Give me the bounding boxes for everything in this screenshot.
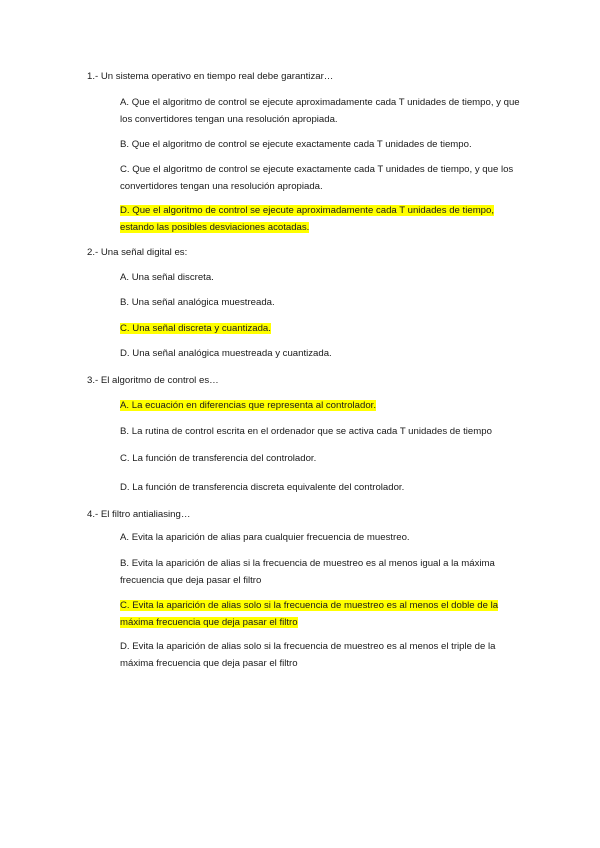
question-3-option-d	[120, 480, 520, 497]
option-text: B. Evita la aparición de alias si la frecuencia de muestreo es al menos igual a la máxima frecuencia que deja pasar el filtro	[120, 558, 495, 586]
question-4-option-b	[120, 556, 520, 589]
question-2-option-c	[120, 321, 520, 338]
question-1-option-b	[120, 137, 520, 154]
option-text: A. Una señal discreta.	[120, 272, 214, 283]
question-4-option-d	[120, 639, 520, 672]
option-text: A. Que el algoritmo de control se ejecute aproximadamente cada T unidades de tiempo, y que los convertidores tengan una resolución apropiada.	[120, 97, 520, 125]
question-2: 2.- Una señal digital es:	[87, 247, 188, 258]
question-1-option-a	[120, 95, 520, 128]
question-4-option-c	[120, 598, 520, 631]
option-text: D. Evita la aparición de alias solo si la frecuencia de muestreo es al menos el triple de la máxima frecuencia que deja pasar el filtro	[120, 641, 496, 669]
option-text: D. Una señal analógica muestreada y cuantizada.	[120, 348, 332, 359]
question-3-option-a	[120, 398, 520, 415]
option-text: B. Una señal analógica muestreada.	[120, 297, 275, 308]
option-text: C. Que el algoritmo de control se ejecute exactamente cada T unidades de tiempo, y que los convertidores tengan una resolución apropiada.	[120, 164, 514, 192]
option-text-highlighted: C. Evita la aparición de alias solo si la frecuencia de muestreo es al menos el doble de la máxima frecuencia que deja pasar el filtro	[120, 600, 499, 628]
option-text: D. La función de transferencia discreta equivalente del controlador.	[120, 482, 405, 493]
option-text: B. Que el algoritmo de control se ejecute exactamente cada T unidades de tiempo.	[120, 139, 472, 150]
option-text-highlighted: A. La ecuación en diferencias que representa al controlador.	[120, 400, 377, 411]
question-2-option-a	[120, 270, 520, 287]
question-1: 1.- Un sistema operativo en tiempo real debe garantizar…	[87, 71, 334, 82]
question-2-option-b	[120, 295, 520, 312]
question-2-option-d	[120, 346, 520, 363]
option-text-highlighted: C. Una señal discreta y cuantizada.	[120, 323, 271, 334]
question-1-option-c	[120, 162, 520, 195]
question-3-option-b	[120, 424, 520, 441]
question-4: 4.- El filtro antialiasing…	[87, 509, 191, 520]
question-3-option-c	[120, 451, 520, 468]
option-text: B. La rutina de control escrita en el ordenador que se activa cada T unidades de tiempo	[120, 426, 492, 437]
question-3: 3.- El algoritmo de control es…	[87, 375, 219, 386]
option-text: C. La función de transferencia del controlador.	[120, 453, 317, 464]
question-1-option-d	[120, 203, 520, 236]
option-text-highlighted: D. Que el algoritmo de control se ejecute aproximadamente cada T unidades de tiempo, estando las posibles desviaciones acotadas.	[120, 205, 495, 233]
option-text: A. Evita la aparición de alias para cualquier frecuencia de muestreo.	[120, 532, 410, 543]
question-4-option-a	[120, 530, 520, 547]
